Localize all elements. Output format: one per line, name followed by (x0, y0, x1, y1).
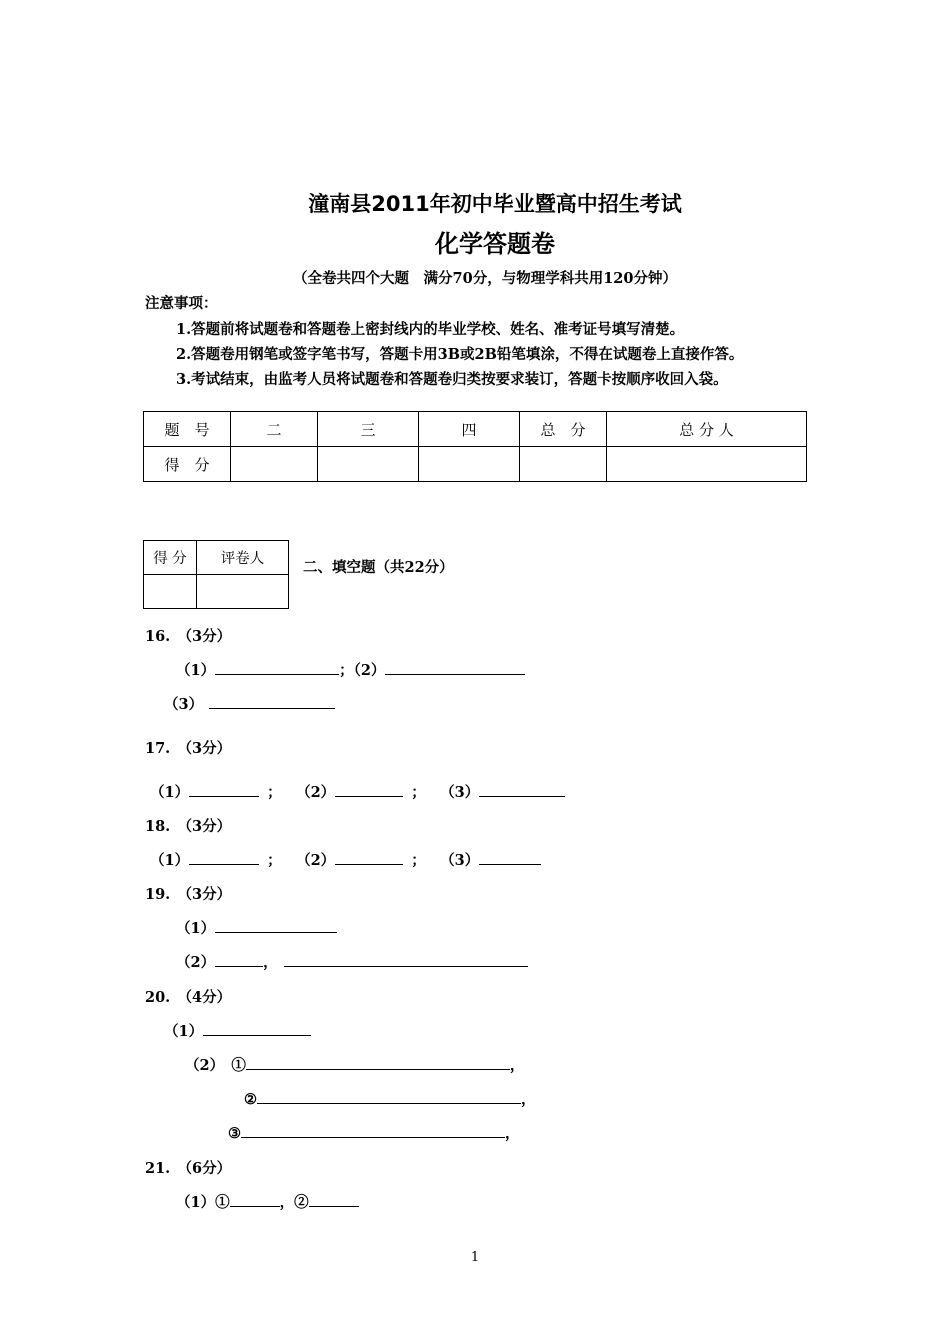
question-19-row-2: （2） ， (176, 951, 528, 972)
answer-blank[interactable] (215, 660, 339, 675)
score-table (143, 411, 807, 482)
answer-blank[interactable] (215, 918, 337, 933)
score-header-cell: 总 分 (520, 412, 607, 447)
score-header-cell: 二 (231, 412, 318, 447)
answer-blank[interactable] (335, 782, 403, 797)
section-score-label: 得 分 (144, 541, 197, 575)
question-21-row-1: （1）① ，② (176, 1191, 359, 1212)
question-20-label: 20. （4分） (145, 989, 232, 1006)
score-row-label: 得 分 (144, 447, 231, 482)
answer-blank[interactable] (246, 1055, 510, 1070)
question-17-row-1: （1） ； （2） ； （3） (150, 781, 565, 802)
answer-blank[interactable] (189, 850, 259, 865)
question-18-row-1: （1） ； （2） ； （3） (150, 849, 541, 870)
answer-blank[interactable] (257, 1089, 521, 1104)
answer-blank[interactable] (189, 782, 259, 797)
score-header-cell: 题 号 (144, 412, 231, 447)
answer-blank[interactable] (241, 1123, 505, 1138)
answer-blank[interactable] (479, 850, 541, 865)
answer-blank[interactable] (385, 660, 525, 675)
answer-blank[interactable] (209, 694, 335, 709)
question-20-row-2: （2） ① ， (185, 1057, 525, 1074)
notes-heading: 注意事项： (145, 295, 218, 312)
answer-blank[interactable] (284, 952, 528, 967)
question-17-label: 17. （3分） (145, 740, 232, 757)
score-cell (520, 447, 607, 482)
answer-blank[interactable] (479, 782, 565, 797)
question-19-label: 19. （3分） (145, 886, 232, 903)
score-table-header-row (144, 412, 807, 447)
section-grader-table (143, 540, 289, 609)
score-cell (607, 447, 807, 482)
question-18-label: 18. （3分） (145, 818, 232, 835)
answer-blank[interactable] (203, 1021, 311, 1036)
score-cell (419, 447, 520, 482)
section-grader-label: 评卷人 (197, 541, 289, 575)
note-item-2: 2.答题卷用钢笔或签字笔书写，答题卡用3B或2B铅笔填涂，不得在试题卷上直接作答。 (176, 346, 744, 363)
score-table-score-row (144, 447, 807, 482)
answer-blank[interactable] (230, 1192, 280, 1207)
section-grader-cell (197, 575, 289, 609)
question-21-label: 21. （6分） (145, 1160, 232, 1177)
answer-blank[interactable] (215, 952, 263, 967)
note-item-3: 3.考试结束，由监考人员将试题卷和答题卷归类按要求装订，答题卡按顺序收回入袋。 (176, 371, 728, 388)
exam-title: 潼南县2011年初中毕业暨高中招生考试 (308, 192, 682, 216)
exam-info: （全卷共四个大题 满分70分，与物理学科共用120分钟） (293, 270, 677, 287)
question-20-row-3: ② ， (244, 1091, 536, 1108)
answer-blank[interactable] (309, 1192, 359, 1207)
question-20-row-1: （1） (164, 1020, 311, 1041)
section-title: 二、填空题（共22分） (303, 559, 454, 576)
answer-blank[interactable] (335, 850, 403, 865)
answer-sheet-title: 化学答题卷 (435, 230, 555, 258)
question-20-row-4: ③ ， (228, 1125, 520, 1142)
score-cell (318, 447, 419, 482)
question-16-row-2: （3） (164, 693, 335, 714)
note-item-1: 1.答题前将试题卷和答题卷上密封线内的毕业学校、姓名、准考证号填写清楚。 (176, 321, 685, 338)
score-header-cell: 四 (419, 412, 520, 447)
score-cell (231, 447, 318, 482)
question-16-label: 16. （3分） (145, 628, 232, 645)
section-score-cell (144, 575, 197, 609)
score-header-cell: 三 (318, 412, 419, 447)
page-number: 1 (470, 1250, 480, 1265)
question-19-row-1: （1） (176, 917, 337, 938)
score-header-cell: 总 分 人 (607, 412, 807, 447)
question-16-row-1: （1） ；（2） (176, 659, 525, 680)
